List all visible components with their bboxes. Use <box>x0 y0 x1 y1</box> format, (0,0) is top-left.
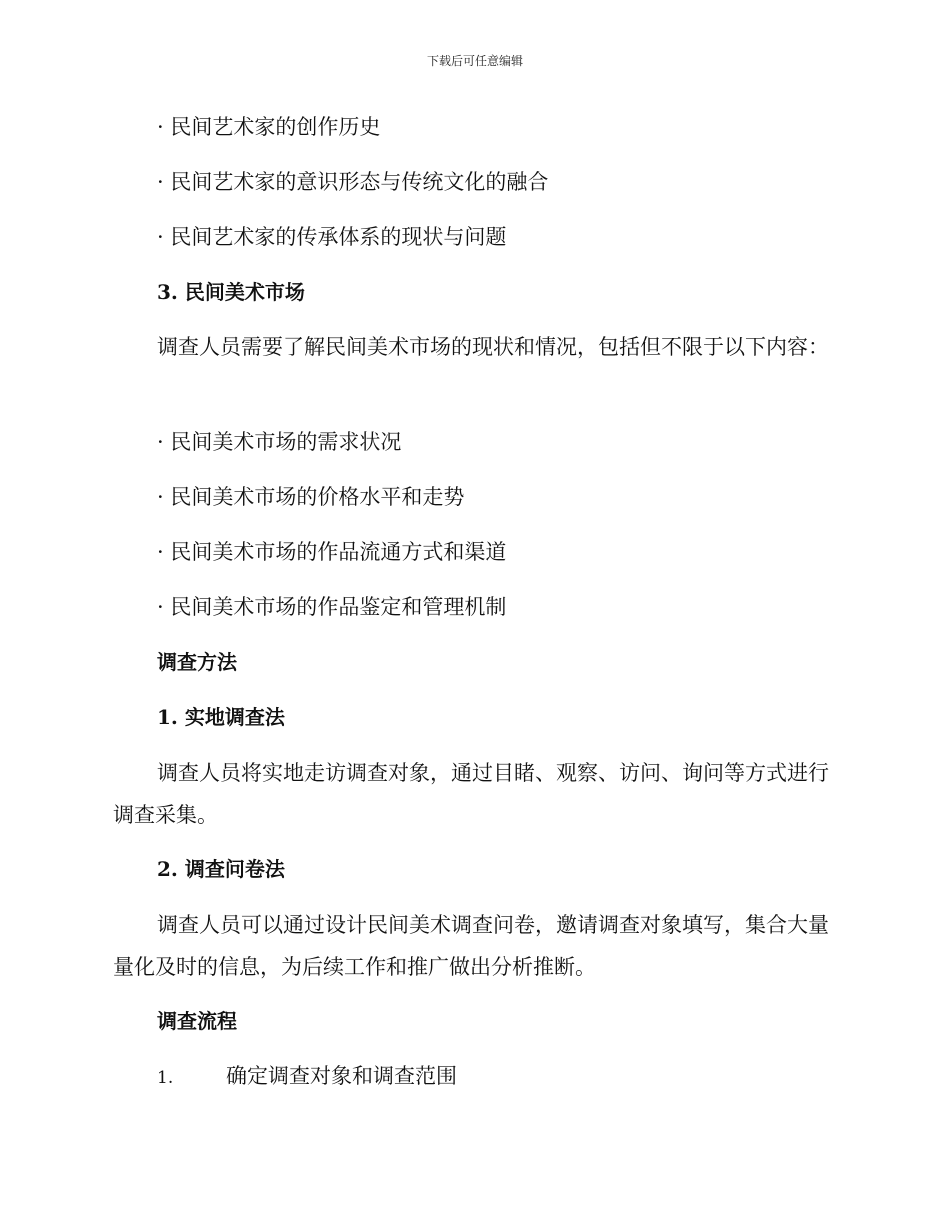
step-text: 确定调查对象和调查范围 <box>226 1064 457 1088</box>
bullet-item: · 民间美术市场的需求状况 <box>157 430 402 454</box>
paragraph: 调查人员将实地走访调查对象，通过目睹、观察、访问、询问等方式进行调查采集。 <box>113 761 829 827</box>
subsection-heading: 2. 调查问卷法 <box>157 857 285 881</box>
paragraph: 调查人员需要了解民间美术市场的现状和情况，包括但不限于以下内容： <box>157 335 829 359</box>
bullet-item: · 民间美术市场的价格水平和走势 <box>157 485 465 509</box>
subsection-heading: 1. 实地调查法 <box>157 705 285 729</box>
numbered-step <box>157 1066 877 1089</box>
bullet-item: · 民间艺术家的传承体系的现状与问题 <box>157 225 507 249</box>
bullet-item: · 民间艺术家的创作历史 <box>157 115 381 139</box>
section-heading: 调查方法 <box>157 650 237 674</box>
page-header: 下载后可任意编辑 <box>426 54 523 68</box>
bullet-item: · 民间美术市场的作品流通方式和渠道 <box>157 540 507 564</box>
paragraph: 调查人员可以通过设计民间美术调查问卷，邀请调查对象填写，集合大量量化及时的信息，为后续工作和推广做出分析推断。 <box>113 913 829 979</box>
section-heading: 3. 民间美术市场 <box>157 280 305 304</box>
bullet-item: · 民间艺术家的意识形态与传统文化的融合 <box>157 170 549 194</box>
step-number: 1. <box>157 1068 174 1088</box>
bullet-item: · 民间美术市场的作品鉴定和管理机制 <box>157 595 507 619</box>
section-heading: 调查流程 <box>157 1009 237 1033</box>
